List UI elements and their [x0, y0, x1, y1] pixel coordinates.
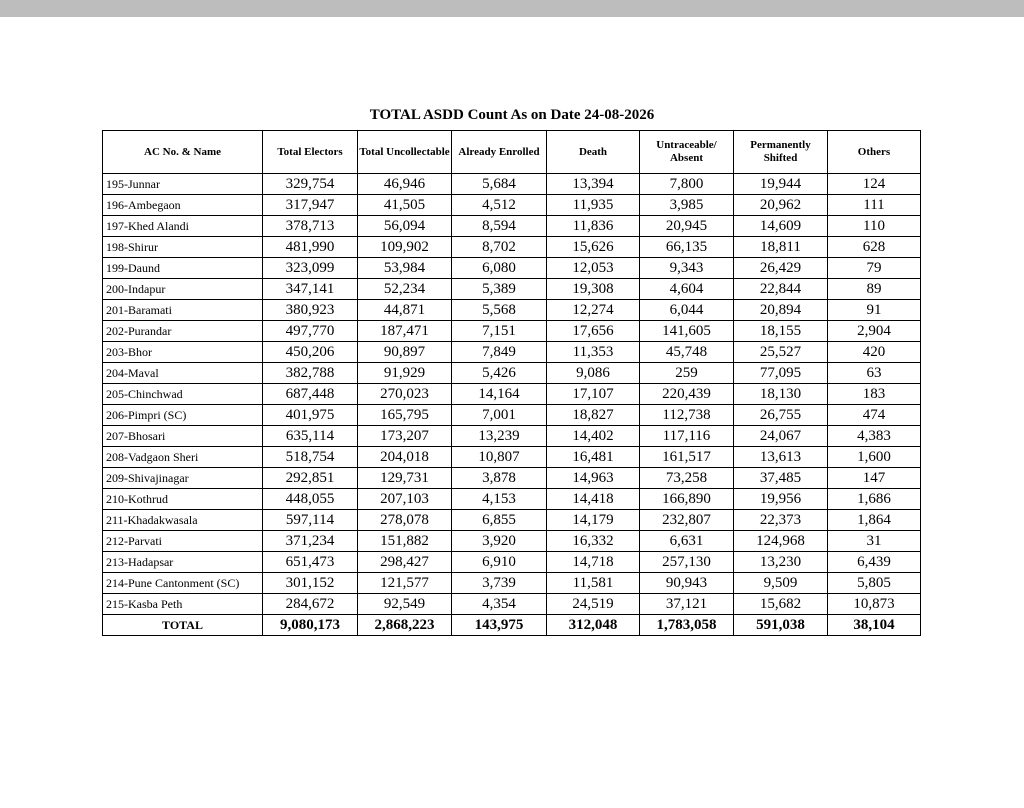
cell-untraceable-absent: 257,130	[640, 552, 734, 573]
cell-total-electors: 597,114	[263, 510, 358, 531]
total-label: TOTAL	[103, 615, 263, 636]
cell-total-uncollectable: 204,018	[358, 447, 452, 468]
cell-permanently-shifted: 37,485	[734, 468, 828, 489]
cell-ac-name: 209-Shivajinagar	[103, 468, 263, 489]
cell-total-electors: 481,990	[263, 237, 358, 258]
cell-others: 6,439	[828, 552, 921, 573]
cell-ac-name: 196-Ambegaon	[103, 195, 263, 216]
cell-total-uncollectable: 151,882	[358, 531, 452, 552]
header-permanently-shifted: Permanently Shifted	[734, 131, 828, 174]
cell-untraceable-absent: 3,985	[640, 195, 734, 216]
cell-others: 89	[828, 279, 921, 300]
cell-total-electors: 518,754	[263, 447, 358, 468]
header-already-enrolled: Already Enrolled	[452, 131, 547, 174]
table-row	[103, 321, 921, 342]
cell-permanently-shifted: 20,962	[734, 195, 828, 216]
cell-untraceable-absent: 9,343	[640, 258, 734, 279]
cell-total-electors: 651,473	[263, 552, 358, 573]
cell-death: 14,402	[547, 426, 640, 447]
cell-death: 17,107	[547, 384, 640, 405]
cell-untraceable-absent: 20,945	[640, 216, 734, 237]
cell-ac-name: 211-Khadakwasala	[103, 510, 263, 531]
table-row	[103, 195, 921, 216]
cell-others: 111	[828, 195, 921, 216]
cell-already-enrolled: 5,568	[452, 300, 547, 321]
table-row	[103, 468, 921, 489]
cell-ac-name: 198-Shirur	[103, 237, 263, 258]
cell-others: 183	[828, 384, 921, 405]
cell-already-enrolled: 5,426	[452, 363, 547, 384]
cell-ac-name: 201-Baramati	[103, 300, 263, 321]
cell-permanently-shifted: 22,373	[734, 510, 828, 531]
cell-already-enrolled: 8,594	[452, 216, 547, 237]
cell-total-uncollectable: 207,103	[358, 489, 452, 510]
cell-permanently-shifted: 18,811	[734, 237, 828, 258]
cell-others: 5,805	[828, 573, 921, 594]
cell-total-electors: 450,206	[263, 342, 358, 363]
cell-ac-name: 213-Hadapsar	[103, 552, 263, 573]
table-row	[103, 300, 921, 321]
cell-untraceable-absent: 73,258	[640, 468, 734, 489]
table-row	[103, 594, 921, 615]
cell-untraceable-absent: 259	[640, 363, 734, 384]
cell-death: 14,963	[547, 468, 640, 489]
cell-permanently-shifted: 9,509	[734, 573, 828, 594]
table-row	[103, 405, 921, 426]
table-row	[103, 279, 921, 300]
cell-total-electors: 371,234	[263, 531, 358, 552]
cell-total-uncollectable: 278,078	[358, 510, 452, 531]
cell-untraceable-absent: 112,738	[640, 405, 734, 426]
cell-total-electors: 292,851	[263, 468, 358, 489]
cell-total-electors: 329,754	[263, 174, 358, 195]
cell-untraceable-absent: 220,439	[640, 384, 734, 405]
cell-others: 474	[828, 405, 921, 426]
cell-death: 14,179	[547, 510, 640, 531]
cell-already-enrolled: 8,702	[452, 237, 547, 258]
cell-ac-name: 205-Chinchwad	[103, 384, 263, 405]
top-bar	[0, 0, 1024, 17]
cell-death: 9,086	[547, 363, 640, 384]
cell-ac-name: 208-Vadgaon Sheri	[103, 447, 263, 468]
cell-ac-name: 215-Kasba Peth	[103, 594, 263, 615]
cell-already-enrolled: 3,739	[452, 573, 547, 594]
cell-death: 24,519	[547, 594, 640, 615]
cell-untraceable-absent: 166,890	[640, 489, 734, 510]
cell-already-enrolled: 14,164	[452, 384, 547, 405]
cell-ac-name: 203-Bhor	[103, 342, 263, 363]
table-row	[103, 174, 921, 195]
cell-others: 1,686	[828, 489, 921, 510]
cell-total-uncollectable: 53,984	[358, 258, 452, 279]
cell-total-electors: 687,448	[263, 384, 358, 405]
cell-total-uncollectable: 165,795	[358, 405, 452, 426]
cell-total-uncollectable: 121,577	[358, 573, 452, 594]
cell-already-enrolled: 6,910	[452, 552, 547, 573]
table-row	[103, 237, 921, 258]
cell-untraceable-absent: 161,517	[640, 447, 734, 468]
cell-ac-name: 207-Bhosari	[103, 426, 263, 447]
total-electors: 9,080,173	[263, 615, 358, 636]
cell-permanently-shifted: 14,609	[734, 216, 828, 237]
header-ac-name: AC No. & Name	[103, 131, 263, 174]
cell-total-uncollectable: 92,549	[358, 594, 452, 615]
cell-permanently-shifted: 13,613	[734, 447, 828, 468]
table-row	[103, 447, 921, 468]
cell-total-electors: 380,923	[263, 300, 358, 321]
cell-ac-name: 197-Khed Alandi	[103, 216, 263, 237]
cell-others: 420	[828, 342, 921, 363]
cell-total-uncollectable: 52,234	[358, 279, 452, 300]
cell-death: 12,274	[547, 300, 640, 321]
cell-already-enrolled: 6,855	[452, 510, 547, 531]
cell-already-enrolled: 6,080	[452, 258, 547, 279]
table-body	[103, 174, 921, 615]
cell-already-enrolled: 7,151	[452, 321, 547, 342]
total-already-enrolled: 143,975	[452, 615, 547, 636]
cell-death: 16,481	[547, 447, 640, 468]
cell-others: 10,873	[828, 594, 921, 615]
cell-untraceable-absent: 232,807	[640, 510, 734, 531]
cell-ac-name: 202-Purandar	[103, 321, 263, 342]
cell-others: 79	[828, 258, 921, 279]
cell-ac-name: 199-Daund	[103, 258, 263, 279]
cell-already-enrolled: 5,389	[452, 279, 547, 300]
cell-total-uncollectable: 298,427	[358, 552, 452, 573]
cell-death: 15,626	[547, 237, 640, 258]
cell-total-electors: 635,114	[263, 426, 358, 447]
cell-permanently-shifted: 25,527	[734, 342, 828, 363]
cell-permanently-shifted: 124,968	[734, 531, 828, 552]
cell-untraceable-absent: 66,135	[640, 237, 734, 258]
table-row	[103, 573, 921, 594]
cell-already-enrolled: 7,001	[452, 405, 547, 426]
cell-total-uncollectable: 41,505	[358, 195, 452, 216]
cell-untraceable-absent: 6,631	[640, 531, 734, 552]
total-uncollectable: 2,868,223	[358, 615, 452, 636]
cell-already-enrolled: 4,153	[452, 489, 547, 510]
cell-total-electors: 323,099	[263, 258, 358, 279]
cell-death: 17,656	[547, 321, 640, 342]
total-permanently-shifted: 591,038	[734, 615, 828, 636]
cell-untraceable-absent: 141,605	[640, 321, 734, 342]
cell-others: 1,600	[828, 447, 921, 468]
cell-permanently-shifted: 20,894	[734, 300, 828, 321]
table-row	[103, 342, 921, 363]
cell-permanently-shifted: 18,155	[734, 321, 828, 342]
cell-death: 19,308	[547, 279, 640, 300]
table-header-row	[103, 131, 921, 174]
cell-ac-name: 212-Parvati	[103, 531, 263, 552]
cell-death: 13,394	[547, 174, 640, 195]
cell-permanently-shifted: 19,944	[734, 174, 828, 195]
cell-permanently-shifted: 26,429	[734, 258, 828, 279]
cell-total-electors: 401,975	[263, 405, 358, 426]
cell-already-enrolled: 3,920	[452, 531, 547, 552]
cell-death: 11,581	[547, 573, 640, 594]
cell-untraceable-absent: 7,800	[640, 174, 734, 195]
cell-death: 12,053	[547, 258, 640, 279]
cell-permanently-shifted: 77,095	[734, 363, 828, 384]
document-title: TOTAL ASDD Count As on Date 24-08-2026	[369, 107, 655, 123]
cell-already-enrolled: 10,807	[452, 447, 547, 468]
cell-death: 18,827	[547, 405, 640, 426]
total-row	[103, 615, 921, 636]
cell-untraceable-absent: 117,116	[640, 426, 734, 447]
total-death: 312,048	[547, 615, 640, 636]
cell-permanently-shifted: 26,755	[734, 405, 828, 426]
cell-others: 628	[828, 237, 921, 258]
cell-total-electors: 497,770	[263, 321, 358, 342]
cell-already-enrolled: 13,239	[452, 426, 547, 447]
cell-untraceable-absent: 4,604	[640, 279, 734, 300]
table-row	[103, 216, 921, 237]
cell-already-enrolled: 5,684	[452, 174, 547, 195]
total-others: 38,104	[828, 615, 921, 636]
cell-permanently-shifted: 13,230	[734, 552, 828, 573]
cell-ac-name: 195-Junnar	[103, 174, 263, 195]
cell-already-enrolled: 3,878	[452, 468, 547, 489]
table-row	[103, 258, 921, 279]
cell-total-uncollectable: 91,929	[358, 363, 452, 384]
cell-permanently-shifted: 19,956	[734, 489, 828, 510]
cell-untraceable-absent: 6,044	[640, 300, 734, 321]
cell-total-electors: 284,672	[263, 594, 358, 615]
cell-death: 11,353	[547, 342, 640, 363]
cell-others: 91	[828, 300, 921, 321]
cell-ac-name: 214-Pune Cantonment (SC)	[103, 573, 263, 594]
cell-total-uncollectable: 270,023	[358, 384, 452, 405]
cell-ac-name: 210-Kothrud	[103, 489, 263, 510]
cell-total-uncollectable: 56,094	[358, 216, 452, 237]
cell-permanently-shifted: 22,844	[734, 279, 828, 300]
table-row	[103, 489, 921, 510]
cell-total-uncollectable: 129,731	[358, 468, 452, 489]
asdd-table	[102, 130, 921, 636]
table-row	[103, 531, 921, 552]
cell-others: 31	[828, 531, 921, 552]
header-death: Death	[547, 131, 640, 174]
cell-others: 124	[828, 174, 921, 195]
cell-permanently-shifted: 15,682	[734, 594, 828, 615]
cell-death: 14,418	[547, 489, 640, 510]
header-total-uncollectable: Total Uncollectable	[358, 131, 452, 174]
cell-total-uncollectable: 90,897	[358, 342, 452, 363]
cell-untraceable-absent: 37,121	[640, 594, 734, 615]
total-untraceable-absent: 1,783,058	[640, 615, 734, 636]
cell-ac-name: 204-Maval	[103, 363, 263, 384]
cell-already-enrolled: 4,354	[452, 594, 547, 615]
cell-total-uncollectable: 46,946	[358, 174, 452, 195]
cell-others: 2,904	[828, 321, 921, 342]
cell-total-electors: 378,713	[263, 216, 358, 237]
table-row	[103, 384, 921, 405]
cell-total-electors: 301,152	[263, 573, 358, 594]
header-others: Others	[828, 131, 921, 174]
cell-total-electors: 347,141	[263, 279, 358, 300]
cell-others: 63	[828, 363, 921, 384]
cell-ac-name: 206-Pimpri (SC)	[103, 405, 263, 426]
cell-death: 11,836	[547, 216, 640, 237]
cell-others: 147	[828, 468, 921, 489]
cell-ac-name: 200-Indapur	[103, 279, 263, 300]
cell-death: 16,332	[547, 531, 640, 552]
cell-others: 1,864	[828, 510, 921, 531]
cell-total-electors: 317,947	[263, 195, 358, 216]
table-row	[103, 363, 921, 384]
cell-already-enrolled: 4,512	[452, 195, 547, 216]
cell-total-uncollectable: 187,471	[358, 321, 452, 342]
cell-total-uncollectable: 44,871	[358, 300, 452, 321]
cell-total-uncollectable: 173,207	[358, 426, 452, 447]
cell-untraceable-absent: 45,748	[640, 342, 734, 363]
cell-permanently-shifted: 18,130	[734, 384, 828, 405]
cell-death: 11,935	[547, 195, 640, 216]
cell-total-electors: 448,055	[263, 489, 358, 510]
table-row	[103, 426, 921, 447]
cell-already-enrolled: 7,849	[452, 342, 547, 363]
table-row	[103, 552, 921, 573]
header-total-electors: Total Electors	[263, 131, 358, 174]
cell-permanently-shifted: 24,067	[734, 426, 828, 447]
cell-untraceable-absent: 90,943	[640, 573, 734, 594]
cell-others: 110	[828, 216, 921, 237]
header-untraceable-absent: Untraceable/ Absent	[640, 131, 734, 174]
cell-total-uncollectable: 109,902	[358, 237, 452, 258]
cell-others: 4,383	[828, 426, 921, 447]
cell-death: 14,718	[547, 552, 640, 573]
table-row	[103, 510, 921, 531]
cell-total-electors: 382,788	[263, 363, 358, 384]
